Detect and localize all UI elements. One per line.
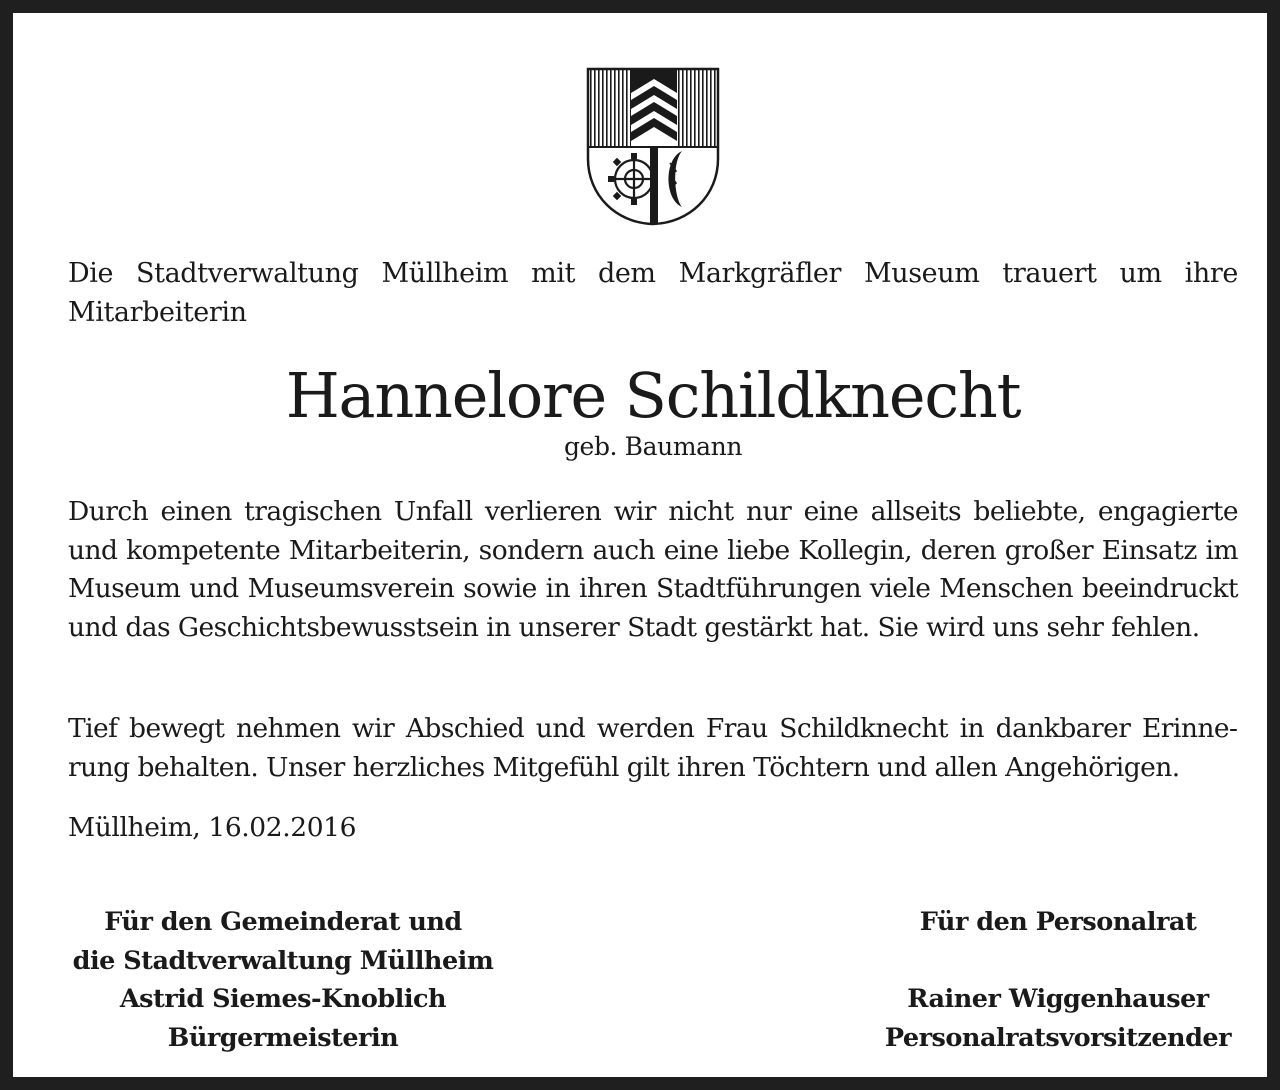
deceased-name: Hannelore Schildknecht	[285, 359, 1021, 432]
signature-right-role: Personalratsvorsitzender	[884, 1022, 1232, 1053]
signature-block-left	[23, 903, 543, 1057]
signature-left-name: Astrid Siemes-Knoblich	[119, 984, 447, 1014]
intro-text: Die Stadtverwaltung Müllheim mit dem Markgräfler Museum trauert um ihre Mitarbeiterin	[68, 258, 1238, 328]
signature-block-right	[798, 903, 1280, 1057]
coat-of-arms-icon	[586, 67, 720, 227]
signature-right-name: Rainer Wiggenhauser	[907, 984, 1209, 1014]
signature-left-line2: die Stadtverwaltung Müllheim	[72, 945, 494, 976]
condolence-paragraph: Tief bewegt nehmen wir Abschied und werden Frau Schildknecht in dankbarer Erinnerung behalten. Unser herzliches Mitgefühl gilt ihren Töchtern und allen Angehörigen.	[68, 713, 1238, 783]
birth-name: geb. Baumann	[563, 432, 743, 461]
signature-right-line1: Für den Personalrat	[919, 907, 1197, 937]
signature-right-line2	[798, 942, 1280, 981]
signature-left-role: Bürgermeisterin	[167, 1022, 399, 1053]
place-date: Müllheim, 16.02.2016	[68, 812, 357, 843]
tribute-paragraph: Durch einen tragischen Unfall verlieren wir nicht nur eine allseits beliebte, engagierte und kompetente Mitarbeiterin, sondern auch eine liebe Kollegin, deren großer Einsatz im Museum und Museumsverein sowie in ihren Stadtführungen viele Menschen beeindruckt und das Geschichtsbewusstsein in unserer Stadt gestärkt hat. Sie wird uns sehr fehlen.	[68, 496, 1238, 643]
signature-left-line1: Für den Gemeinderat und	[104, 907, 462, 937]
